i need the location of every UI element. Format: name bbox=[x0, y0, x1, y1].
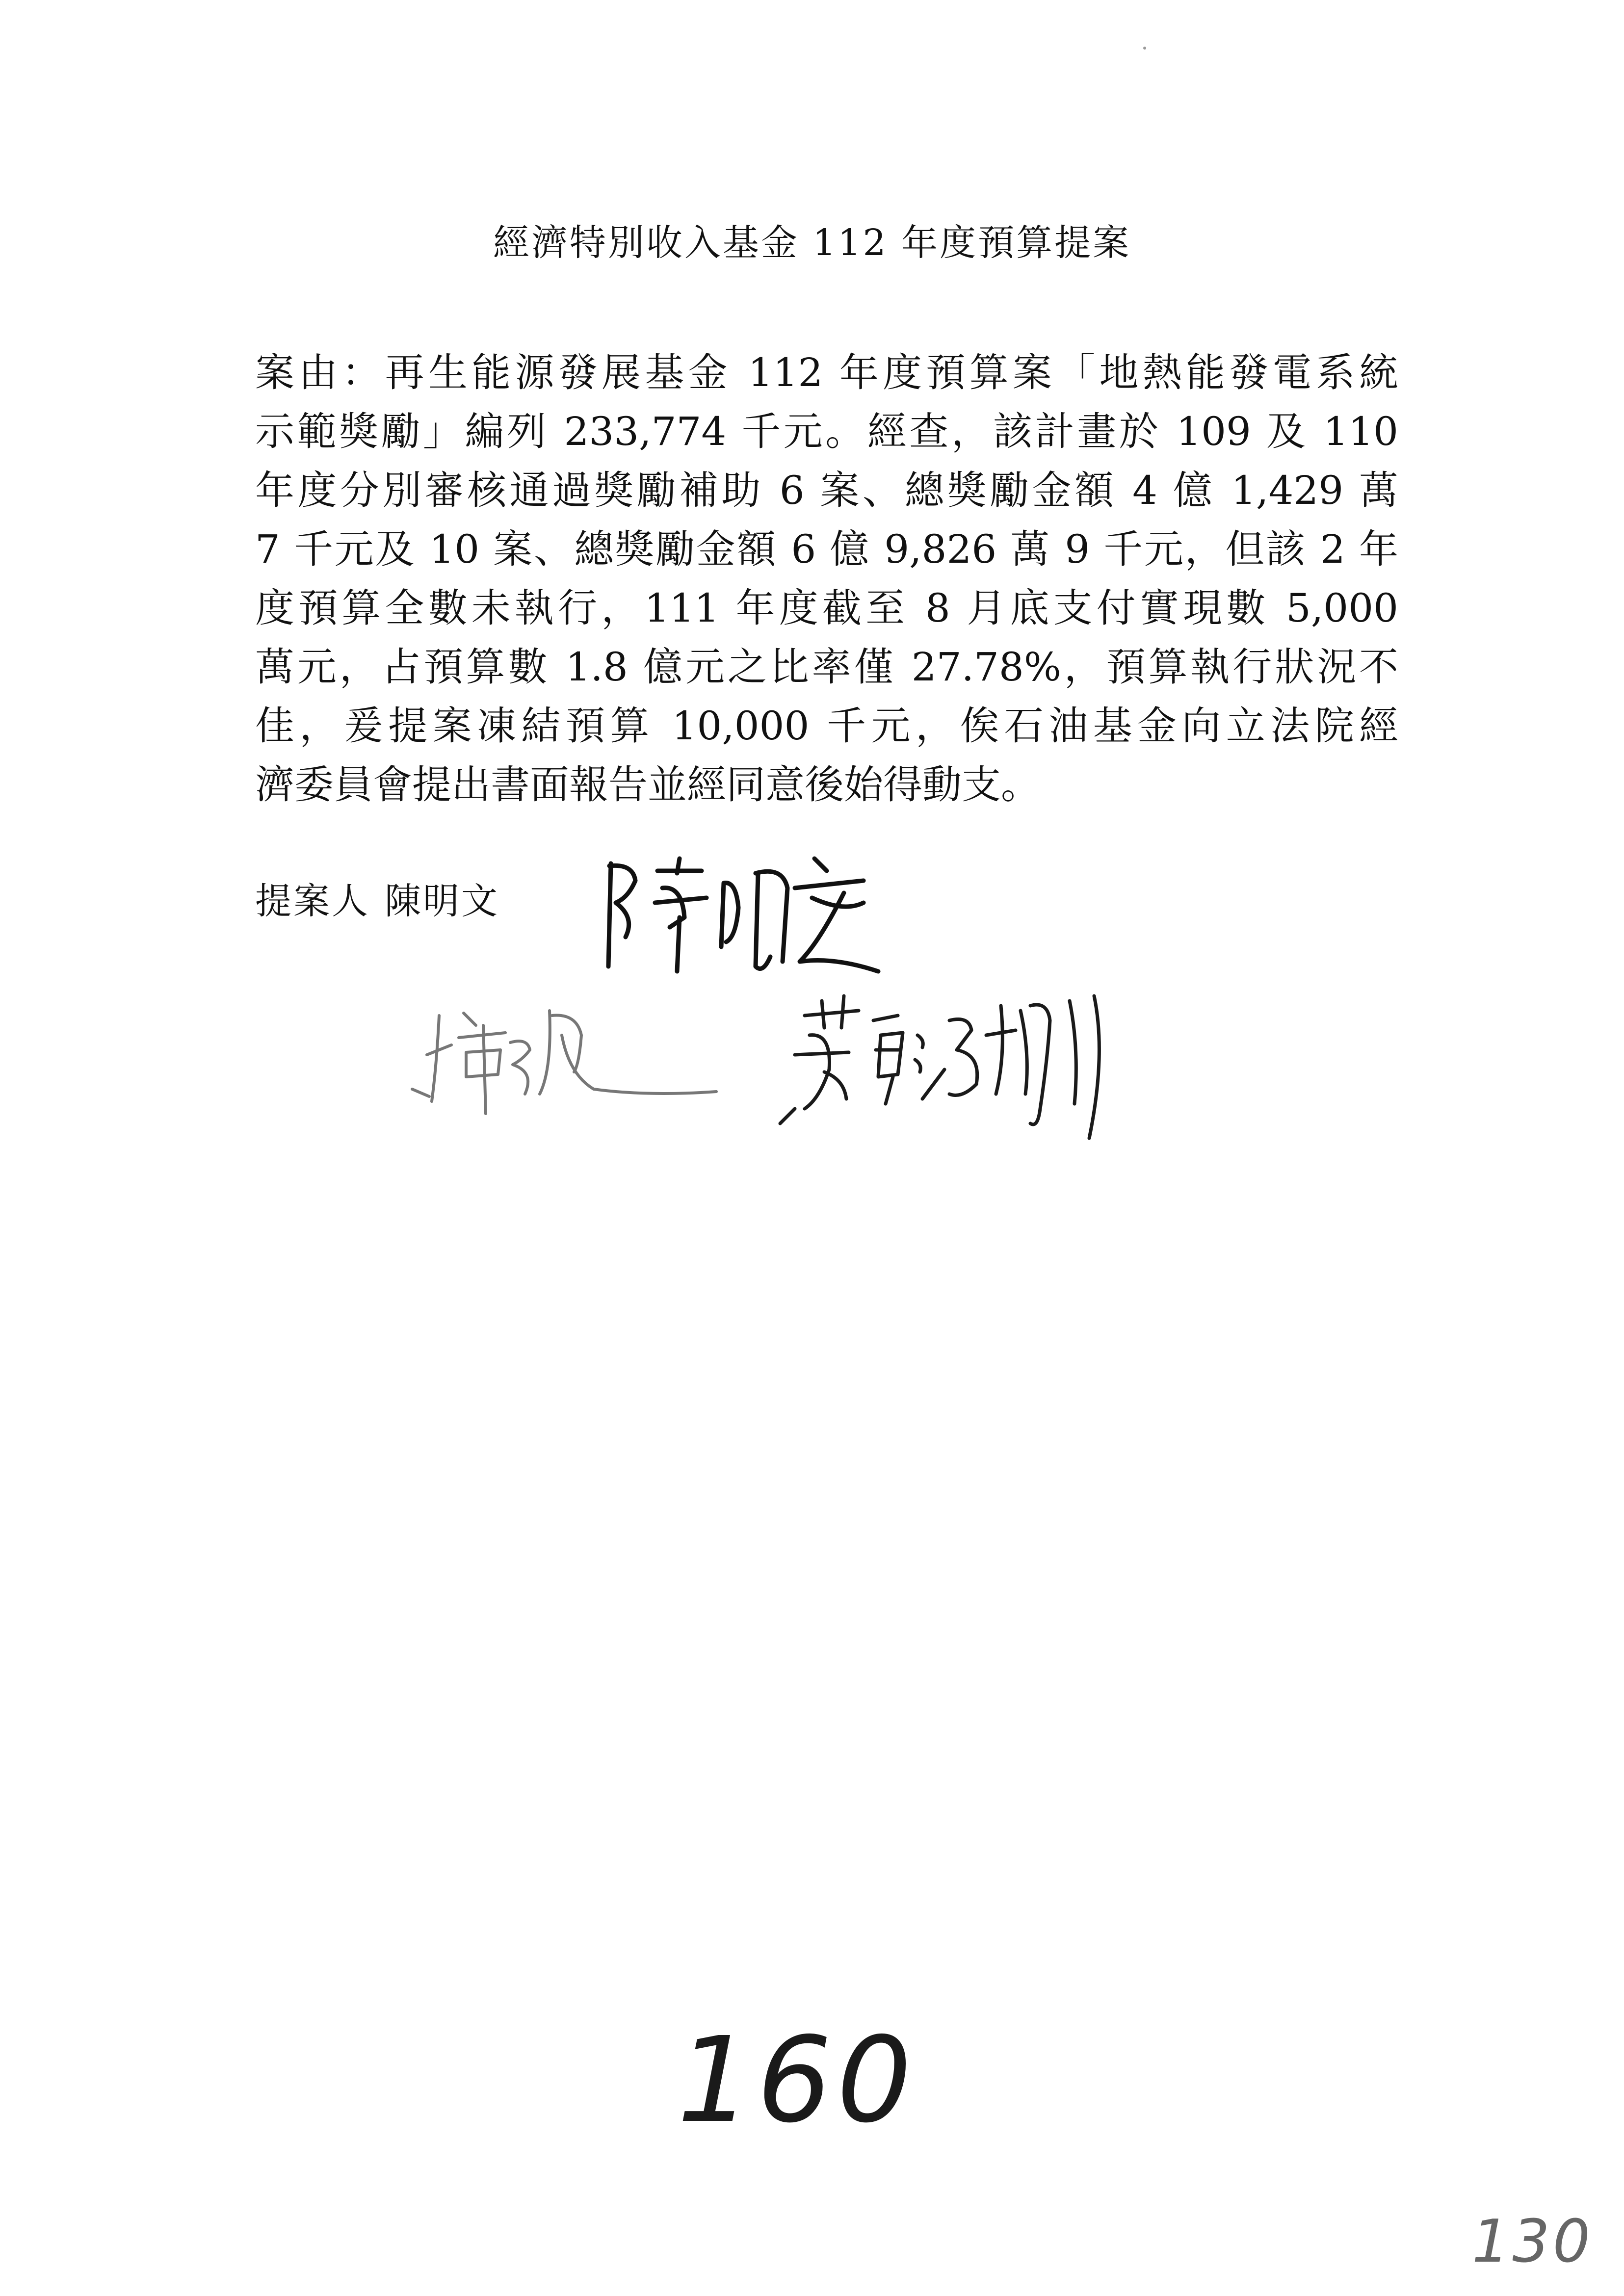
body-line: 濟委員會提出書面報告並經同意後始得動支。 bbox=[255, 762, 1040, 808]
handwritten-signature-1 bbox=[589, 844, 893, 991]
scan-speck bbox=[1143, 47, 1146, 50]
body-line: 7 千元及 10 案、總獎勵金額 6 億 9,826 萬 9 千元，但該 2 年 bbox=[255, 526, 1398, 572]
body-line: 案由：再生能源發展基金 112 年度預算案「地熱能發電系統 bbox=[255, 350, 1398, 395]
handwritten-signature-2 bbox=[393, 991, 726, 1119]
proposer-label: 提案人 bbox=[255, 880, 370, 922]
proposer-line bbox=[255, 880, 499, 922]
body-line: 示範獎勵」編列 233,774 千元。經查，該計畫於 109 及 110 bbox=[255, 409, 1398, 454]
body-line: 度預算全數未執行，111 年度截至 8 月底支付實現數 5,000 bbox=[255, 585, 1398, 631]
proposer-name: 陳明文 bbox=[385, 880, 499, 922]
document-title: 經濟特別收入基金 112 年度預算提案 bbox=[493, 222, 1131, 264]
handwritten-signature-3 bbox=[775, 981, 1119, 1143]
body-line: 佳，爰提案凍結預算 10,000 千元，俟石油基金向立法院經 bbox=[255, 703, 1398, 749]
body-line: 萬元，占預算數 1.8 億元之比率僅 27.78%，預算執行狀況不 bbox=[255, 644, 1398, 690]
page-number-handwritten: 160 bbox=[677, 2011, 917, 2149]
corner-page-number-pencil: 130 bbox=[1472, 2208, 1594, 2276]
body-line: 年度分別審核通過獎勵補助 6 案、總獎勵金額 4 億 1,429 萬 bbox=[255, 468, 1398, 513]
proposal-body bbox=[255, 343, 1398, 814]
